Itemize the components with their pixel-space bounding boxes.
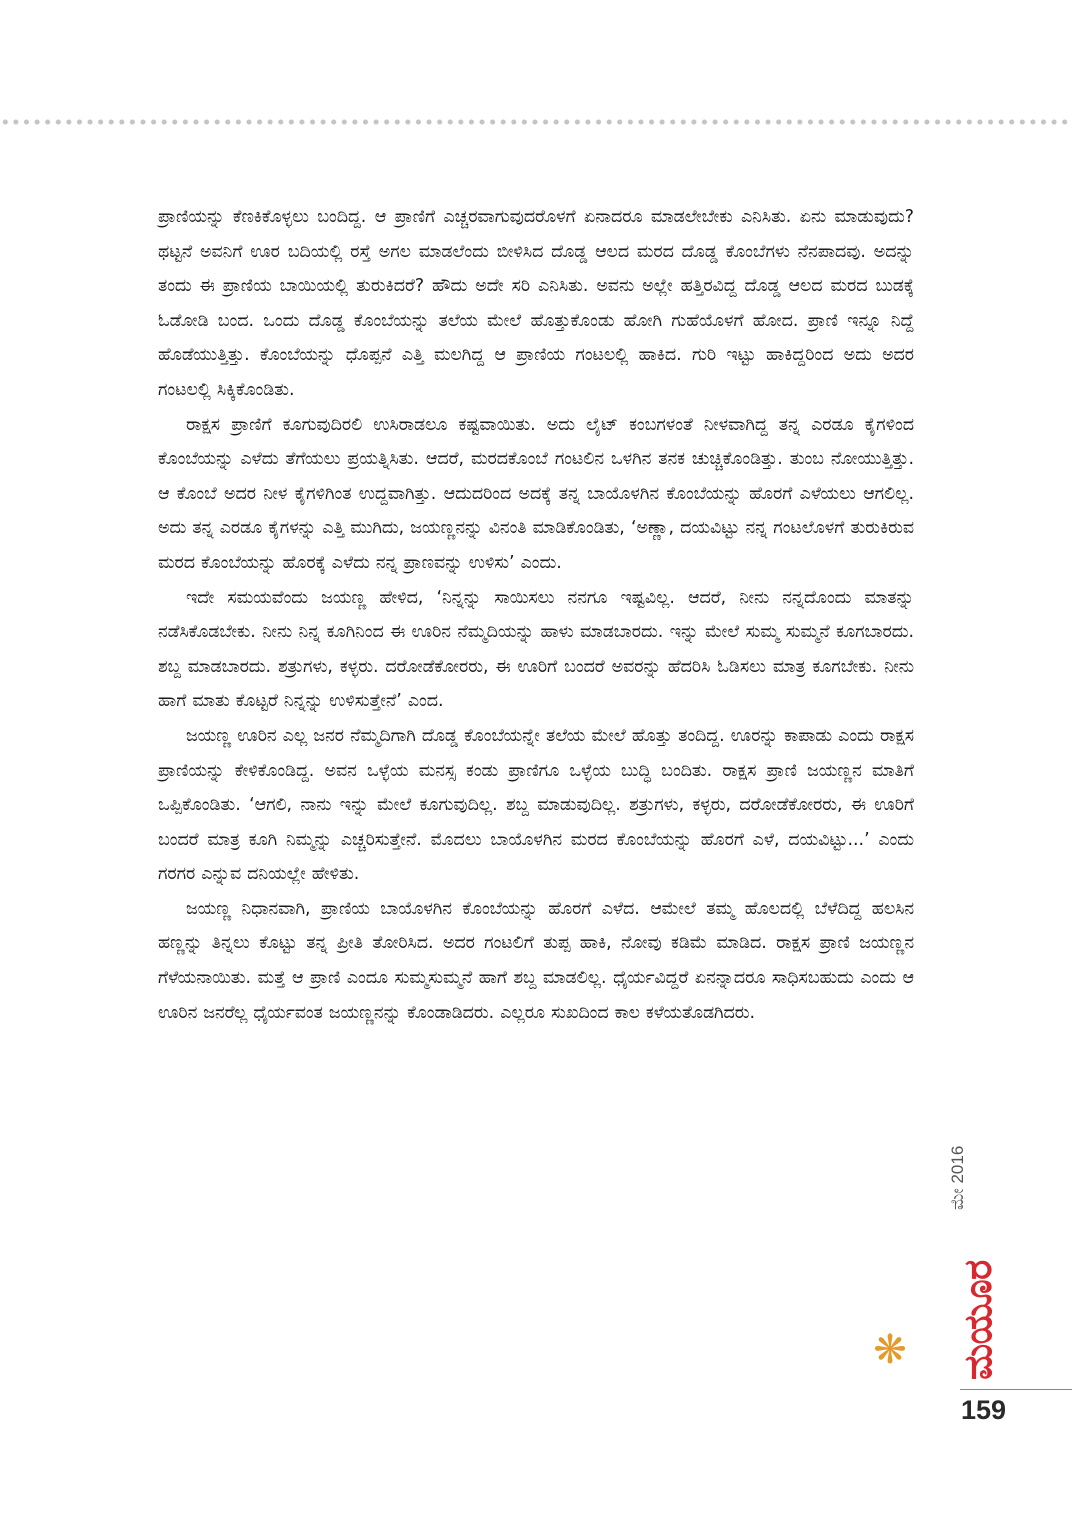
end-ornament-icon: ❋ [873,1327,907,1373]
issue-date: ಮೇ 2016 [948,1145,967,1210]
paragraph-2: ರಾಕ್ಷಸ ಪ್ರಾಣಿಗೆ ಕೂಗುವುದಿರಲಿ ಉಸಿರಾಡಲೂ ಕಷ್ಟವಾಯಿತು. ಅದು ಲೈಟ್ ಕಂಬಗಳಂತೆ ನೀಳವಾಗಿದ್ದ ತನ್ನ ಎರಡೂ ಕೈಗಳಿಂದ ಕೊಂಬೆಯನ್ನು ಎಳೆದು ತೆಗೆಯಲು ಪ್ರಯತ್ನಿಸಿತು. ಆದರೆ, ಮರದಕೊಂಬೆ ಗಂಟಲಿನ ಒಳಗಿನ ತನಕ ಚುಚ್ಚಿಕೊಂಡಿತ್ತು. ತುಂಬ ನೋಯುತ್ತಿತ್ತು. ಆ ಕೊಂಬೆ ಅದರ ನೀಳ ಕೈಗಳಿಗಿಂತ ಉದ್ದವಾಗಿತ್ತು. ಆದುದರಿಂದ ಅದಕ್ಕೆ ತನ್ನ ಬಾಯೊಳಗಿನ ಕೊಂಬೆಯನ್ನು ಹೊರಗೆ ಎಳೆಯಲು ಆಗಲಿಲ್ಲ. ಅದು ತನ್ನ ಎರಡೂ ಕೈಗಳನ್ನು ಎತ್ತಿ ಮುಗಿದು, ಜಯಣ್ಣನನ್ನು ವಿನಂತಿ ಮಾಡಿಕೊಂಡಿತು, ‘ಅಣ್ಣಾ, ದಯವಿಟ್ಟು ನನ್ನ ಗಂಟಲೊಳಗೆ ತುರುಕಿರುವ ಮರದ ಕೊಂಬೆಯನ್ನು ಹೊರಕ್ಕೆ ಎಳೆದು ನನ್ನ ಪ್ರಾಣವನ್ನು ಉಳಿಸು’ ಎಂದು. [158,414,914,573]
dotted-top-border [0,118,1072,126]
paragraph-5: ಜಯಣ್ಣ ನಿಧಾನವಾಗಿ, ಪ್ರಾಣಿಯ ಬಾಯೊಳಗಿನ ಕೊಂಬೆಯನ್ನು ಹೊರಗೆ ಎಳೆದ. ಆಮೇಲೆ ತಮ್ಮ ಹೊಲದಲ್ಲಿ ಬೆಳೆದಿದ್ದ ಹಲಸಿನ ಹಣ್ಣನ್ನು ತಿನ್ನಲು ಕೊಟ್ಟು ತನ್ನ ಪ್ರೀತಿ ತೋರಿಸಿದ. ಅದರ ಗಂಟಲಿಗೆ ತುಪ್ಪ ಹಾಕಿ, ನೋವು ಕಡಿಮೆ ಮಾಡಿದ. ರಾಕ್ಷಸ ಪ್ರಾಣಿ ಜಯಣ್ಣನ ಗೆಳೆಯನಾಯಿತು. ಮತ್ತೆ ಆ ಪ್ರಾಣಿ ಎಂದೂ ಸುಮ್ಮಸುಮ್ಮನೆ ಹಾಗೆ ಶಬ್ದ ಮಾಡಲಿಲ್ಲ. ಧೈರ್ಯವಿದ್ದರೆ ಏನನ್ನಾದರೂ ಸಾಧಿಸಬಹುದು ಎಂದು ಆ ಊರಿನ ಜನರೆಲ್ಲ ಧೈರ್ಯವಂತ ಜಯಣ್ಣನನ್ನು ಕೊಂಡಾಡಿದರು. ಎಲ್ಲರೂ ಸುಖದಿಂದ ಕಾಲ ಕಳೆಯತೊಡಗಿದರು. [158,898,914,1023]
paragraph-4: ಜಯಣ್ಣ ಊರಿನ ಎಲ್ಲ ಜನರ ನೆಮ್ಮದಿಗಾಗಿ ದೊಡ್ಡ ಕೊಂಬೆಯನ್ನೇ ತಲೆಯ ಮೇಲೆ ಹೊತ್ತು ತಂದಿದ್ದ. ಊರನ್ನು ಕಾಪಾಡು ಎಂದು ರಾಕ್ಷಸ ಪ್ರಾಣಿಯನ್ನು ಕೇಳಿಕೊಂಡಿದ್ದ. ಅವನ ಒಳ್ಳೆಯ ಮನಸ್ಸ ಕಂಡು ಪ್ರಾಣಿಗೂ ಒಳ್ಳೆಯ ಬುದ್ಧಿ ಬಂದಿತು. ರಾಕ್ಷಸ ಪ್ರಾಣಿ ಜಯಣ್ಣನ ಮಾತಿಗೆ ಒಪ್ಪಿಕೊಂಡಿತು. ‘ಆಗಲಿ, ನಾನು ಇನ್ನು ಮೇಲೆ ಕೂಗುವುದಿಲ್ಲ. ಶಬ್ದ ಮಾಡುವುದಿಲ್ಲ. ಶತ್ರುಗಳು, ಕಳ್ಳರು, ದರೋಡೆಕೋರರು, ಈ ಊರಿಗೆ ಬಂದರೆ ಮಾತ್ರ ಕೂಗಿ ನಿಮ್ಮನ್ನು ಎಚ್ಚರಿಸುತ್ತೇನೆ. ಮೊದಲು ಬಾಯೊಳಗಿನ ಮರದ ಕೊಂಬೆಯನ್ನು ಹೊರಗೆ ಎಳೆ, ದಯವಿಟ್ಟು...’ ಎಂದು ಗರಗರ ಎನ್ನುವ ದನಿಯಲ್ಲೇ ಹೇಳಿತು. [158,725,914,885]
paragraph-3: ಇದೇ ಸಮಯವೆಂದು ಜಯಣ್ಣ ಹೇಳಿದ, ‘ನಿನ್ನನ್ನು ಸಾಯಿಸಲು ನನಗೂ ಇಷ್ಟವಿಲ್ಲ. ಆದರೆ, ನೀನು ನನ್ನದೊಂದು ಮಾತನ್ನು ನಡೆಸಿಕೊಡಬೇಕು. ನೀನು ನಿನ್ನ ಕೂಗಿನಿಂದ ಈ ಊರಿನ ನೆಮ್ಮದಿಯನ್ನು ಹಾಳು ಮಾಡಬಾರದು. ಇನ್ನು ಮೇಲೆ ಸುಮ್ಮ ಸುಮ್ಮನೆ ಕೂಗಬಾರದು. ಶಬ್ದ ಮಾಡಬಾರದು. ಶತ್ರುಗಳು, ಕಳ್ಳರು. ದರೋಡೆಕೋರರು, ಈ ಊರಿಗೆ ಬಂದರೆ ಅವರನ್ನು ಹೆದರಿಸಿ ಓಡಿಸಲು ಮಾತ್ರ ಕೂಗಬೇಕು. ನೀನು ಹಾಗೆ ಮಾತು ಕೊಟ್ಟರೆ ನಿನ್ನನ್ನು ಉಳಿಸುತ್ತೇನೆ’ ಎಂದ. [158,587,914,712]
paragraph-1: ಪ್ರಾಣಿಯನ್ನು ಕೆಣಕಿಕೊಳ್ಳಲು ಬಂದಿದ್ದ. ಆ ಪ್ರಾಣಿಗೆ ಎಚ್ಚರವಾಗುವುದರೊಳಗೆ ಏನಾದರೂ ಮಾಡಲೇಬೇಕು ಎನಿಸಿತು. ಏನು ಮಾಡುವುದು? ಥಟ್ಟನೆ ಅವನಿಗೆ ಊರ ಬದಿಯಲ್ಲಿ ರಸ್ತೆ ಅಗಲ ಮಾಡಲೆಂದು ಬೀಳಿಸಿದ ದೊಡ್ಡ ಆಲದ ಮರದ ದೊಡ್ಡ ಕೊಂಬೆಗಳು ನೆನಪಾದವು. ಅದನ್ನು ತಂದು ಈ ಪ್ರಾಣಿಯ ಬಾಯಿಯಲ್ಲಿ ತುರುಕಿದರೆ? ಹೌದು ಅದೇ ಸರಿ ಎನಿಸಿತು. ಅವನು ಅಲ್ಲೇ ಹತ್ತಿರವಿದ್ದ ದೊಡ್ಡ ಆಲದ ಮರದ ಬುಡಕ್ಕೆ ಓಡೋಡಿ ಬಂದ. ಒಂದು ದೊಡ್ಡ ಕೊಂಬೆಯನ್ನು ತಲೆಯ ಮೇಲೆ ಹೊತ್ತುಕೊಂಡು ಹೋಗಿ ಗುಹೆಯೊಳಗೆ ಹೋದ. ಪ್ರಾಣಿ ಇನ್ನೂ ನಿದ್ದೆ ಹೊಡೆಯುತ್ತಿತ್ತು. ಕೊಂಬೆಯನ್ನು ಧೊಪ್ಪನೆ ಎತ್ತಿ ಮಲಗಿದ್ದ ಆ ಪ್ರಾಣಿಯ ಗಂಟಲಲ್ಲಿ ಹಾಕಿದ. ಗುರಿ ಇಟ್ಟು ಹಾಕಿದ್ದರಿಂದ ಅದು ಅದರ ಗಂಟಲಲ್ಲಿ ಸಿಕ್ಕಿಕೊಂಡಿತು. [158,207,914,400]
page-number: 159 [961,1395,1007,1425]
magazine-name: ಮಯೂರ [956,1260,1000,1380]
article-body [158,200,914,1030]
